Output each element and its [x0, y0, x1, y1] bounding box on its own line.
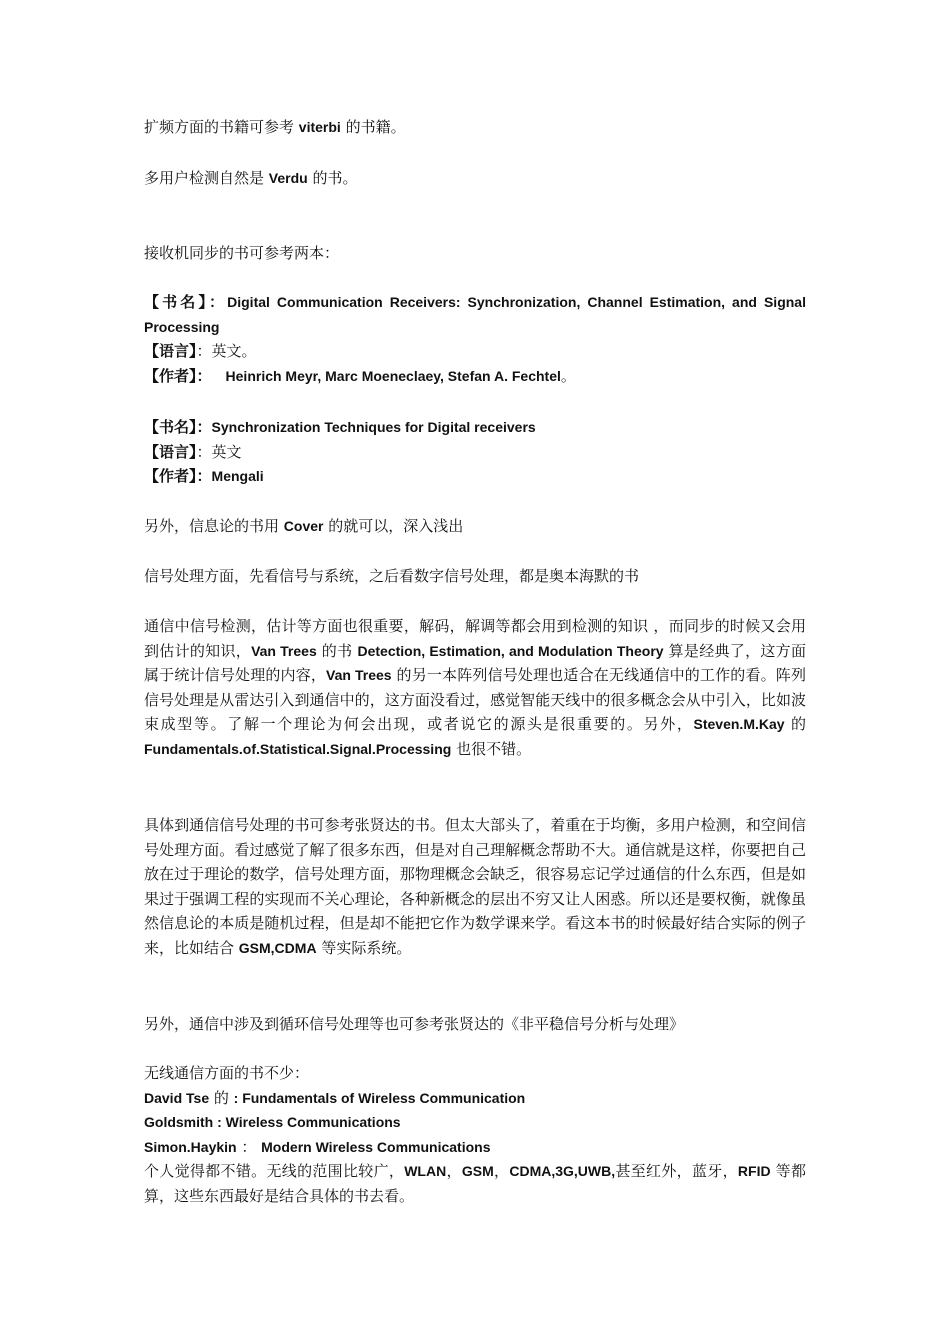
colon: ：: [196, 467, 212, 485]
wireless-book-1: [144, 1086, 806, 1111]
text: 的就可以，深入浅出: [323, 517, 464, 535]
book-title: Goldsmith : Wireless Communications: [144, 1114, 401, 1130]
book-entry-1: [144, 290, 806, 388]
text: 扩频方面的书籍可参考: [144, 118, 299, 136]
book-entry-2: [144, 415, 806, 489]
paragraph-wireless-books: [144, 1061, 806, 1208]
author-name: viterbi: [298, 119, 341, 135]
author-name: Van Trees: [251, 642, 317, 659]
paragraph-sync-intro: 接收机同步的书可参考两本：: [144, 244, 340, 262]
tech-name: WLAN: [404, 1163, 447, 1179]
book-language-line: [144, 440, 806, 465]
text: 的: [209, 1088, 234, 1107]
author-name: Simon.Haykin: [144, 1138, 237, 1155]
author-name: Steven.M.Kay: [693, 716, 785, 732]
paragraph-information-theory: [144, 514, 806, 539]
tech-name: CDMA,3G,UWB,: [509, 1163, 616, 1179]
paragraph-signal-processing: 信号处理方面，先看信号与系统，之后看数字信号处理，都是奥本海默的书: [144, 567, 640, 585]
author-name: David Tse: [144, 1089, 210, 1106]
text: 具体到通信信号处理的书可参考张贤达的书。但太大部头了，着重在于均衡，多用户检测，和空间信号处理方面。看过感觉了解了很多东西，但是对自己理解概念帮助不大。通信就是这样，你要把自己放在过于理论的数学，信号处理方面，那物理概念会缺乏，很容易忘记学过通信的什么东西，但是如果过于强调工程的实现而不关心理论，各种新概念的层出不穷又让人困惑。所以还是要权衡，就像虽然信息论的本质是随机过程，但是却不能把它作为数学课来学。看这本书的时候最好结合实际的例子来，比如结合: [144, 816, 806, 957]
text: 个人觉得都不错。无线的范围比较广，: [144, 1162, 405, 1180]
book-author-line: [144, 364, 806, 389]
text: 的: [784, 715, 806, 733]
system-names: GSM,CDMA: [238, 939, 317, 956]
book-title: Modern Wireless Communications: [261, 1138, 491, 1155]
text: 算是经典了，这方面属于统计信号处理的内容，: [144, 641, 806, 684]
title-label: 【书名】: [144, 293, 209, 311]
text: 的书。: [307, 169, 358, 187]
author-name: Verdu: [268, 170, 308, 186]
text: ，: [493, 1162, 510, 1180]
paragraph-multiuser-detection: [144, 166, 806, 191]
book-title: Digital Communication Receivers: Synchronization, Channel Estimation, and Signal Processing: [144, 294, 806, 335]
tech-name: RFID: [737, 1163, 771, 1179]
book-author: Heinrich Meyr, Marc Moeneclaey, Stefan A. Fechtel: [225, 367, 561, 384]
book-title: Fundamentals.of.Statistical.Signal.Processing: [144, 740, 452, 757]
text: 另外，信息论的书用: [144, 517, 284, 535]
text: 甚至红外，蓝牙，: [615, 1162, 738, 1180]
text: 的另一本阵列信号处理也适合在无线通信中的工作的看。阵列信号处理是从雷达引入到通信中的，这方面没看过，感觉智能天线中的很多概念会从中引入，比如波束成型等。了解一个理论为何会出现，或者说它的源头是很重要的。另外，: [144, 666, 806, 733]
paragraph-detection-estimation: [144, 614, 806, 761]
book-title: : Fundamentals of Wireless Communication: [233, 1089, 526, 1106]
book-author: Mengali: [211, 468, 264, 484]
text: 等实际系统。: [316, 938, 412, 957]
author-label: 【作者】: [144, 366, 197, 385]
wireless-book-3: [144, 1135, 806, 1160]
colon: ：: [209, 293, 228, 311]
book-language: ：英文。: [196, 342, 257, 360]
author-label: 【作者】: [144, 467, 197, 485]
text: 等都算，这些东西最好是结合具体的书去看。: [144, 1162, 806, 1205]
text: 也很不错。: [451, 739, 532, 758]
title-label: 【书名】: [144, 418, 197, 436]
text: 无线通信方面的书不少：: [144, 1064, 310, 1082]
author-name: Van Trees: [326, 667, 392, 683]
language-label: 【语言】: [144, 342, 197, 360]
wireless-book-2: [144, 1110, 806, 1135]
paragraph-communication-signal-processing: [144, 813, 806, 960]
text: 多用户检测自然是: [144, 169, 269, 187]
book-language-line: [144, 339, 806, 364]
text: 通信中信号检测，估计等方面也很重要，解码，解调等都会用到检测的知识 ，而同步的时候又会用到估计的知识，: [144, 617, 806, 660]
paragraph-spread-spectrum: [144, 115, 806, 140]
book-title-line: [144, 415, 806, 440]
text: ：: [236, 1137, 262, 1156]
book-title: Detection, Estimation, and Modulation Theory: [357, 642, 664, 659]
author-name: Cover: [283, 518, 324, 534]
text: 的书籍。: [340, 118, 406, 136]
colon: ：: [196, 366, 212, 385]
text: 的书: [316, 641, 358, 660]
period: 。: [560, 366, 576, 385]
text: ，: [446, 1162, 462, 1180]
book-author-line: [144, 464, 806, 489]
language-label: 【语言】: [144, 442, 197, 461]
book-title: Synchronization Techniques for Digital receivers: [211, 419, 536, 435]
book-language: ：英文: [196, 442, 242, 461]
colon: ：: [196, 418, 212, 436]
book-title-line: [144, 290, 806, 339]
tech-name: GSM: [461, 1163, 494, 1179]
paragraph-cyclostationary: 另外，通信中涉及到循环信号处理等也可参考张贤达的《非平稳信号分析与处理》: [144, 1015, 685, 1033]
